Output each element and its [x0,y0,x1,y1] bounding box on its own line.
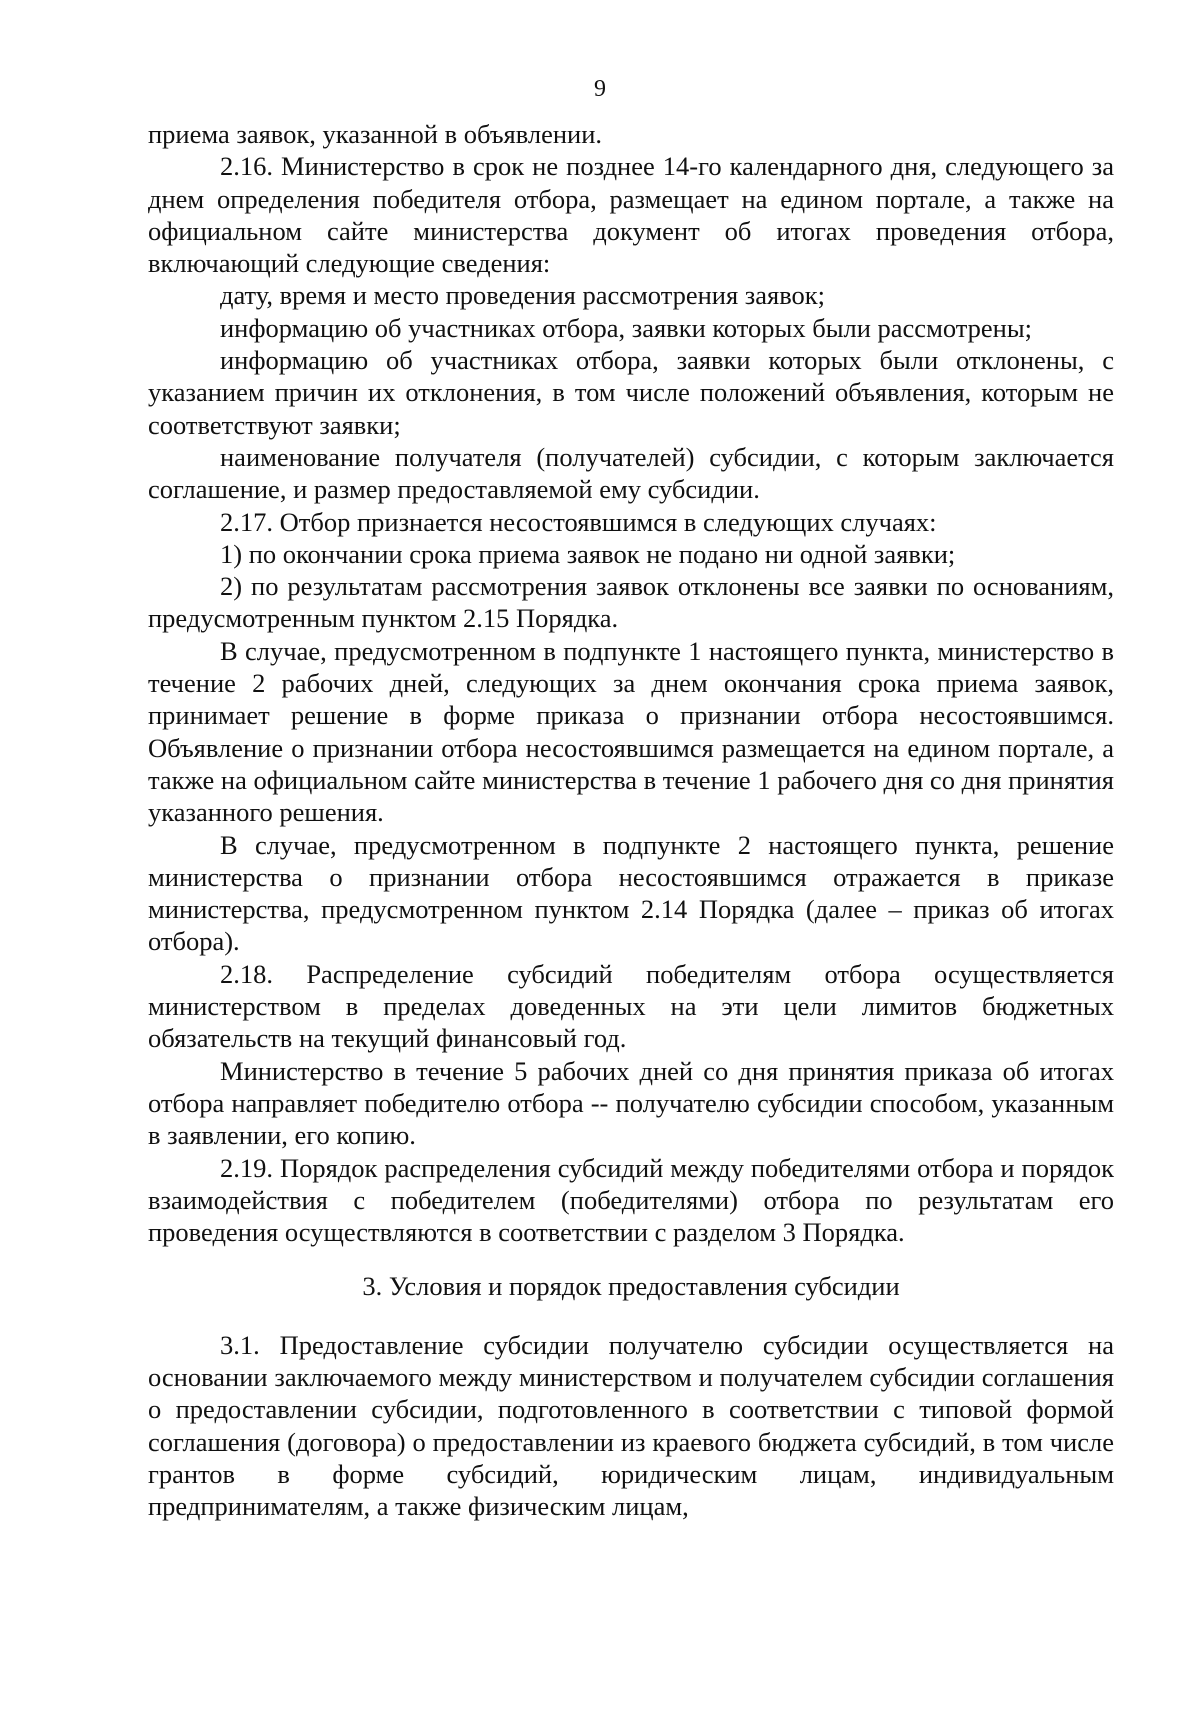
paragraph: В случае, предусмотренном в подпункте 2 настоящего пункта, решение министерства о признании отбора несостоявшимся отражается в приказе министерства, предусмотренном пунктом 2.14 Порядка (далее – приказ об итогах отбора). [148,829,1114,957]
paragraph: 2.17. Отбор признается несостоявшимся в следующих случаях: [220,506,937,537]
paragraph: 1) по окончании срока приема заявок не подано ни одной заявки; [220,538,956,569]
paragraph: наименование получателя (получателей) субсидии, с которым заключается соглашение, и размер предоставляемой ему субсидии. [148,441,1114,505]
paragraph: 3.1. Предоставление субсидии получателю субсидии осуществляется на основании заключаемого между министерством и получателем субсидии соглашения о предоставлении субсидии, подготовленного в соответствии с типовой формой соглашения (договора) о предоставлении из краевого бюджета субсидий, в том числе грантов в форме субсидий, юридическим лицам, индивидуальным предпринимателям, а также физическим лицам, [148,1329,1114,1522]
paragraph: 2.16. Министерство в срок не позднее 14-го календарного дня, следующего за днем определения победителя отбора, размещает на едином портале, а также на официальном сайте министерства документ об итогах проведения отбора, включающий следующие сведения: [148,151,1114,279]
paragraph: дату, время и место проведения рассмотрения заявок; [220,280,826,311]
paragraph: Министерство в течение 5 рабочих дней со дня принятия приказа об итогах отбора направляет победителю отбора -- получателю субсидии способом, указанным в заявлении, его копию. [148,1055,1114,1151]
paragraphs-before-section [148,118,1114,1248]
paragraph: приема заявок, указанной в объявлении. [148,119,603,149]
paragraph: информацию об участниках отбора, заявки которых были отклонены, с указанием причин их отклонения, в том числе положений объявления, которым не соответствуют заявки; [148,345,1114,440]
section-heading: 3. Условия и порядок предоставления субсидии [362,1271,900,1302]
paragraph: информацию об участниках отбора, заявки которых были рассмотрены; [220,312,1033,343]
page-number: 9 [594,76,606,102]
document-body [148,118,1114,1522]
paragraphs-after-section [148,1329,1114,1523]
paragraph: В случае, предусмотренном в подпункте 1 настоящего пункта, министерство в течение 2 рабочих дней, следующих за днем окончания срока приема заявок, принимает решение в форме приказа о признании отбора несостоявшимся. Объявление о признании отбора несостоявшимся размещается на едином портале, а также на официальном сайте министерства в течение 1 рабочего дня со дня принятия указанного решения. [148,635,1114,828]
paragraph: 2.18. Распределение субсидий победителям отбора осуществляется министерством в пределах доведенных на эти цели лимитов бюджетных обязательств на текущий финансовый год. [148,958,1114,1054]
paragraph: 2.19. Порядок распределения субсидий между победителями отбора и порядок взаимодействия с победителем (победителями) отбора по результатам его проведения осуществляются в соответствии с разделом 3 Порядка. [148,1152,1114,1248]
paragraph: 2) по результатам рассмотрения заявок отклонены все заявки по основаниям, предусмотренным пунктом 2.15 Порядка. [148,571,1114,634]
